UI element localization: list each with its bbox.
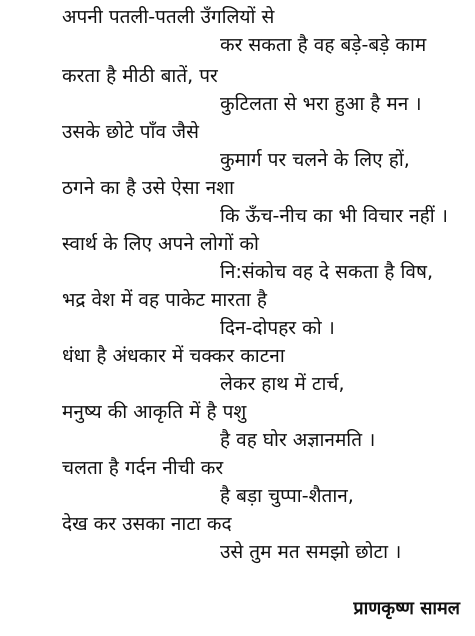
- poem-line-19: देख कर उसका नाटा कद: [62, 513, 232, 535]
- poem-line-7: ठगने का है उसे ऐसा नशा: [62, 177, 234, 199]
- poem-line-5: उसके छोटे पाँव जैसे: [62, 121, 200, 143]
- poem-line-15: मनुष्य की आकृति में है पशु: [62, 401, 247, 423]
- poem-line-20: उसे तुम मत समझो छोटा ।: [220, 541, 402, 563]
- poem-line-9: स्वार्थ के लिए अपने लोगों को: [62, 233, 259, 255]
- poem-line-13: धंधा है अंधकार में चक्कर काटना: [62, 345, 285, 367]
- poem-line-2: कर सकता है वह बड़े-बड़े काम: [220, 34, 427, 56]
- poem-line-8: कि ऊँच-नीच का भी विचार नहीं ।: [220, 205, 448, 227]
- poem-line-6: कुमार्ग पर चलने के लिए हों,: [220, 149, 410, 171]
- poem-line-16: है वह घोर अज्ञानमति ।: [220, 429, 376, 451]
- poem-author: प्राणकृष्ण सामल: [353, 598, 460, 619]
- poem-line-14: लेकर हाथ में टार्च,: [220, 373, 345, 395]
- poem-line-4: कुटिलता से भरा हुआ है मन ।: [220, 93, 422, 115]
- poem-line-11: भद्र वेश में वह पाकेट मारता है: [62, 289, 267, 311]
- poem-line-12: दिन-दोपहर को ।: [220, 317, 335, 339]
- poem-line-17: चलता है गर्दन नीची कर: [62, 457, 224, 479]
- poem-line-18: है बड़ा चुप्पा-शैतान,: [220, 485, 354, 507]
- poem-line-10: नि:संकोच वह दे सकता है विष,: [220, 261, 434, 283]
- poem-line-3: करता है मीठी बातें, पर: [62, 65, 218, 87]
- poem-line-1: अपनी पतली-पतली उँगलियों से: [62, 6, 275, 28]
